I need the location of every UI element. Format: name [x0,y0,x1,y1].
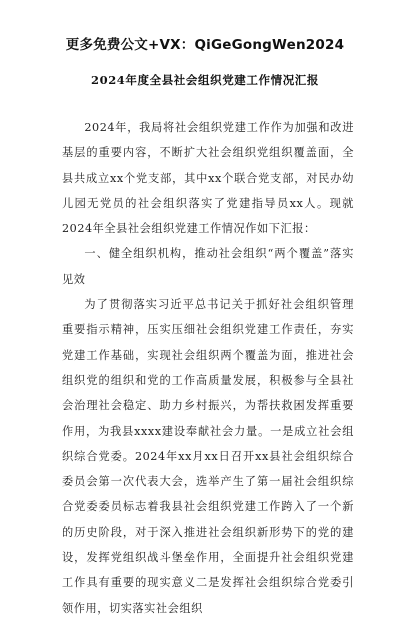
document-title: 2024年度全县社会组织党建工作情况汇报 [90,73,319,87]
body-paragraph: 为了贯彻落实习近平总书记关于抓好社会组织管理重要指示精神，压实压细社会组织党建工作责任，夯实党建工作基础，实现社会组织两个覆盖为面，推进社会组织党的组织和党的工作高质量发展，积极参与全县社会治理社会稳定、助力乡村振兴，为帮扶救困发挥重要作用，为我县xxxx建设奉献社会力量。一是成立社会组织综合党委。2024年xx月xx日召开xx县社会组织综合委员会第一次代表大会，选举产生了第一届社会组织综合党委委员标志着我县社会组织党建工作跨入了一个新的历史阶段，对于深入推进社会组织新形势下的党的建设，发挥党组织战斗堡垒作用，全面提升社会组织党建工作具有重要的现实意义二是发挥社会组织综合党委引领作用，切实落实社会组织 [62,298,354,615]
promo-banner: 更多免费公文+VX：QiGeGongWen2024 [65,37,345,53]
document-body [62,115,354,621]
section-heading: 一、健全组织机构，推动社会组织“两个覆盖”落实见效 [62,247,354,286]
intro-paragraph: 2024年，我局将社会组织党建工作作为加强和改进基层的重要内容，不断扩大社会组织党组织覆盖面，全县共成立xx个党支部，其中xx个联合党支部，对民办幼儿园无党员的社会组织落实了党建指导员xx人。现就2024年全县社会组织党建工作情况作如下汇报： [62,121,354,236]
